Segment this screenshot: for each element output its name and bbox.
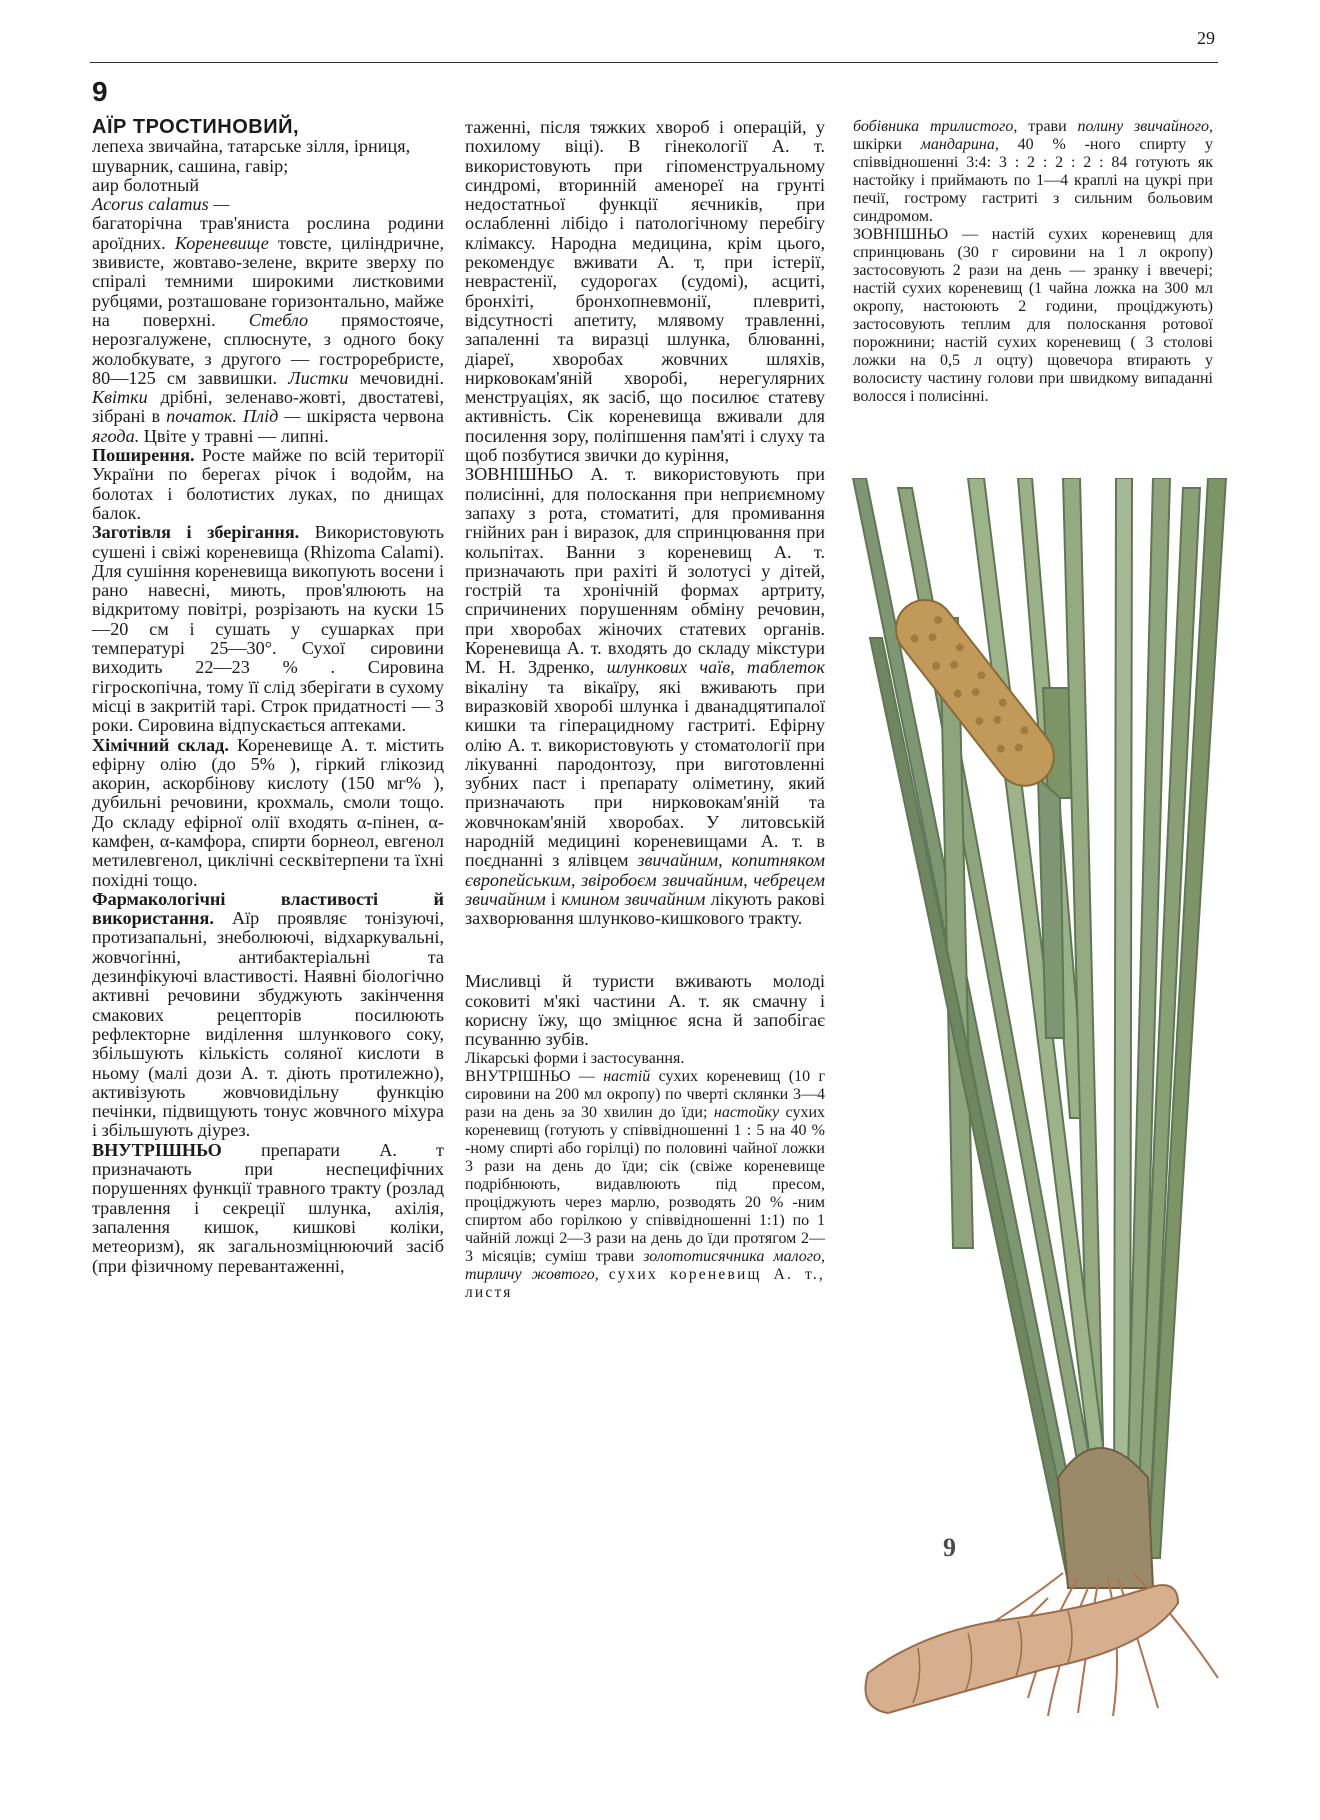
column-1: [92, 118, 444, 1276]
hunters-paragraph: Мисливці й туристи вживають молоді соковиті м'які частини А. т. як смачну і корисну їжу, що зміцнює ясна й запобігає псуванню зубів.: [465, 971, 825, 1050]
external-forms-paragraph: ЗОВНІШНЬО — настій сухих кореневищ для спринцювань (30 г сировини на 1 л окропу) застосовують 2 рази на день — зранку і ввечері; настій сухих кореневищ (1 чайна ложка на 300 мл окропу, настоюють 2 години, проціджують) застосовують теплим для полоскання ротової порожнини; настій сухих кореневищ ( 3 столові ложки на 0,5 л оцту) щовечора втирають у волосисту частину голови при швидкому випаданні волосся і полисінні.: [853, 226, 1214, 405]
chemistry-paragraph: Хімічний склад. Кореневище А. т. містить ефірну олію (до 5% ), гіркий глікозид акорин, аскорбінову кислоту (150 мг% ), дубильні речовини, крохмаль, смоли тощо. До складу ефірної олії входять α-пінен, α-камфен, α-камфора, спирти борнеол, евгенол метилевгенол, циклічні сесквітерпени та їхні похідні тощо.: [92, 734, 445, 890]
morphology-paragraph: багаторічна трав'яниста рослина родини ароїдних. Кореневище товсте, циліндричне, звивисте, жовтаво-зелене, вкрите зверху по спіралі темними широкими листковими рубцями, розташоване горизонтально, майже на поверхні. Стебло прямостояче, нерозгалужене, сплюснуте, з одного боку жолобкувате, з другого — гостроребристе, 80—125 см заввишки. Листки мечовидні. Квітки дрібні, зеленаво-жовті, двостатеві, зібрані в початок. Плід — шкіряста червона ягода. Цвіте у травні — липні.: [92, 213, 445, 446]
column-3: [853, 118, 1213, 406]
column-gap: [465, 928, 825, 972]
harvest-paragraph: Заготівля і зберігання. Використовують сушені і свіжі кореневища (Rhizoma Calami). Для сушіння кореневища викопують восени і рано навесні, миють, пров'ялюють на відкритому повітрі, розрізають на куски 15—20 см і сушать у сушарках при температурі 25—30°. Сухої сировини виходить 22—23 % . Сировина гігроскопічна, тому її слід зберігати в сухому місці в закритій тарі. Строк придатності — 3 роки. Сировина відпускається аптеками.: [92, 522, 444, 736]
mix-continuation-paragraph: бобівника трилистого, трави полину звичайного, шкірки мандарина, 40 % -ного спирту у співвідношенні 3:4: 3 : 2 : 2 : 2 : 84 готують як настойку і приймають по 1—4 краплі на цукрі при печії, гострому гастриті з сильним больовим синдромом.: [853, 118, 1214, 225]
acorus-calamus-plant-icon: [848, 478, 1238, 1718]
folk-names: лепеха звичайна, татарське зілля, ірниця, шуварник, сашина, гавір;: [92, 136, 411, 176]
leaf-base: [1058, 1448, 1153, 1588]
forms-paragraph: ВНУТРІШНЬО — настій сухих кореневищ (10 г сировини на 200 мл окропу) по чверті склянки 3—4 рази на день за 30 хвилин до їди; настойку сухих кореневищ (готують у співвідношенні 1 : 5 на 40 % -ному спирті або горілці) по половині чайної ложки 3 рази на день до їди; сік (свіже кореневище подрібнюють, видавлюють під пресом, проціджують через марлю, розводять 20 % -ним спиртом або горілкою у співвідношенні 1:1) по 1 чайній ложці 2—3 рази на день до їди протягом 2—3 місяців; суміш трави золототисячника малого, тирличу жовтого, сухих кореневищ А. т., листя: [465, 1067, 826, 1301]
forms-heading: Лікарські форми і застосування.: [465, 1049, 685, 1067]
pharmacology-paragraph: Фармакологічні властивості й використання. Аїр проявляє тонізуючі, протизапальні, знеболюючі, відхаркувальні, жовчогінні, антибактеріальні та дезинфікуючі властивості. Наявні біологічно активні речовини збуджують закінчення смакових рецепторів посилюють рефлекторне виділення шлункового соку, збільшують кількість соляної кислоти в ньому (малі дози А. т. діють протилежно), активізують жовчовидільну функцію печінки, підвищують тонус жовчного міхура і збільшують діурез.: [92, 888, 444, 1141]
article-title: АЇР ТРОСТИНОВИЙ,: [92, 116, 299, 138]
external-use-paragraph: ЗОВНІШНЬО А. т. використовують при полисінні, для полоскання при неприємному запаху з рота, стоматиті, для промивання гнійних ран і виразок, для спринцювання при кольпітах. Ванни з кореневищ А. т. призначають при рахіті й золотусі у дітей, гострій та хронічній формах артриту, спричинених порушенням обміну речовин, при хворобах жіночих статевих органів. Кореневища А. т. входять до складу мікстури М. Н. Здренко, шлункових чаїв, таблеток вікаліну та вікаїру, які вживають при виразковій хворобі шлунка і дванадцятипалої кишки та гіперацидному гастриті. Ефірну олію А. т. використовують у стоматології при лікуванні пародонтозу, при виготовленні зубних паст і препарату оліметину, який призначають при нирковокам'яній та жовчнокам'яній хворобах. У литовській народній медицині кореневищами А. т. в поєднанні з ялівцем звичайним, копитняком європейським, звіробоєм звичайним, чебрецем звичайним і кмином звичайним лікують ракові захворювання шлунково-кишкового тракту.: [465, 464, 826, 929]
column-2: [465, 118, 825, 1302]
gynecology-paragraph: таженні, після тяжких хвороб і операцій, у похилому віці). В гінекології А. т. використовують при гіпоменструальному синдромі, вторинній аменореї на грунті недостатньої функції яєчників, при ослабленні лібідо і патологічному перебігу клімаксу. Народна медицина, крім цього, рекомендує вживати А. т, при істерії, неврастенії, судорогах (судомі), асциті, бронхіті, бронхопневмонії, плевриті, відсутності апетиту, млявому травленні, запаленні та виразці шлунка, блюванні, діареї, хворобах жовчних шляхів, нирковокам'яній хворобі, нерегулярних менструаціях, як засіб, що посилює статеву активність. Сік кореневища вживали для посилення зору, поліпшення пам'яті і слуху та щоб позбутися звички до куріння,: [465, 117, 825, 466]
plate-label: 9: [943, 1533, 956, 1562]
russian-name: аир болотный: [92, 174, 200, 195]
section-number: 9: [92, 76, 108, 107]
internal-use-paragraph: ВНУТРІШНЬО препарати А. т призначають при неспецифічних порушеннях функції травного тракту (розлад травлення і секреції шлунка, ахілія, запалення кишок, кишкові коліки, метеоризм), як загальнозміцнюючий засіб (при фізичному перевантаженні,: [92, 1139, 444, 1276]
botanical-illustration: [848, 478, 1238, 1718]
top-rule: [90, 62, 1218, 63]
distribution-paragraph: Поширення. Росте майже по всій території України по берегах річок і водойм, на болотах і болотистих луках, по днищах балок.: [92, 445, 444, 523]
latin-name: Acorus calamus —: [92, 194, 230, 215]
page-number: 29: [1197, 28, 1215, 48]
